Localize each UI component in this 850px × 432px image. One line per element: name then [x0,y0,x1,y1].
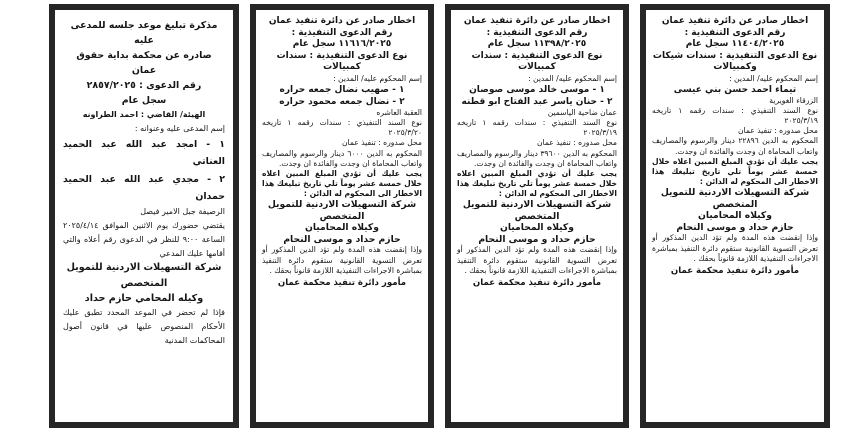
defendant-1: ١ - امجد عبد الله عبد الحميد العناتي [63,138,225,168]
debtor-address: العقبة العاشره [376,107,422,117]
notice-title: اخطار صادر عن دائرة تنفيذ عمان [268,16,416,26]
case-number: رقم الدعوى : ٢٨٥٧/٢٠٢٥ [86,80,202,92]
debtor-name-2: ٢ - نضال جمعه محمود حراره [279,96,405,107]
debtor-label: إسم المحكوم عليه/ المدين : [729,73,818,83]
payment-demand: يجب عليك أن تؤدي المبلغ المبين اعلاه خلال خمسة عشر يوماً تلي تاريخ تبليغك هذا الاخطار الى المحكوم له الدائن : [652,156,818,187]
warning-text: وإذا إنقضت هذه المدة ولم تؤد الدين المذكور أو تعرض التسوية القانونية ستقوم دائرة التنفيذ بمباشرة الاجراءات التنفيذية اللازمة قانوناً بحقك . [457,245,617,275]
lawyers-names: حازم حداد و موسى النحام [676,221,794,233]
plaintiff-lawyer: وكيله المحامي حازم حداد [84,293,204,305]
issuer: محل صدوره : تنفيذ عمان [737,126,818,136]
debtor-address: عمان ضاحية الياسمين [547,107,617,117]
notice-footer: مأمور دائرة تنفيذ محكمة عمان [670,265,800,276]
notice-title: اخطار صادر عن دائرة تنفيذ عمان [661,16,809,26]
case-number-label: رقم الدعوى التنفيذية : [684,27,786,38]
case-number-label: رقم الدعوى التنفيذية : [291,27,393,38]
execution-notice-2 [445,4,629,428]
debtor-name: تيماء احمد حسن بني عيسى [673,84,797,95]
debtor-address: الزرقاء الغويرية [769,95,818,105]
creditor-name: شركة التسهيلات الاردنية للتمويل المتخصص [462,199,612,222]
document-type: نوع السند التنفيذي : سندات رقمه ١ تاريخه ٢٠٢٥/٣/١٩ [652,105,818,126]
case-number: ١١٤٠٤/٢٠٢٥ سجل عام [685,39,785,50]
payment-demand: يجب عليك أن تؤدي المبلغ المبين اعلاه خلال خمسة عشر يوماً تلي تاريخ تبليغك هذا الاخطار الى المحكوم له الدائن : [457,168,617,199]
debtor-name: ١ - صهيب نضال جمعه حراره [279,84,405,95]
lawyers-label: وكيلاه المحاميان [305,222,379,234]
judgment-amount: المحكوم به الدين ٢٢٨٩٦ دينار والرسوم والمصاريف واتعاب المحاماة ان وجدت والفائدة ان وجدت. [652,136,818,156]
closing-text: فإذا لم تحضر في الموعد المحدد تطبق عليك الأحكام المنصوص عليها في قانون أصول المحاكمات المدنية [63,308,225,345]
notice-footer: مأمور دائرة تنفيذ محكمة عمان [472,277,602,288]
lawyers-names: حازم حداد و موسى النحام [478,233,596,245]
case-type: نوع الدعوى التنفيذية : سندات شيكات وكمبيالات [652,50,818,73]
case-number-label: رقم الدعوى التنفيذية : [486,27,588,38]
execution-notice-1 [640,4,830,428]
judge-name: الهيئة/ القاضي : احمد الطراونه [82,110,206,120]
notice-title: اخطار صادر عن دائرة تنفيذ عمان [463,16,611,26]
warning-text: وإذا إنقضت هذه المدة ولم تؤد الدين المذكور أو تعرض التسوية القانونية ستقوم دائرة التنفيذ بمباشرة الاجراءات التنفيذية اللازمة قانوناً بحقك . [652,233,818,263]
document-type: نوع السند التنفيذي : سندات رقمه ١ تاريخه ٢٠٢٥/٣/١٩ [457,118,617,138]
summons-body: يقتضي حضورك يوم الاثنين الموافق ٢٠٢٥/٤/١٤ الساعة ٩:٠٠ للنظر في الدعوى رقم أعلاه والتي أقامها عليك المدعي [63,221,225,258]
notice-footer: مأمور دائرة تنفيذ محكمة عمان [277,277,407,288]
summons-title: مذكرة تبليغ موعد جلسه للمدعى عليه [70,20,218,47]
issuer: محل صدوره : تنفيذ عمان [536,138,617,148]
case-type: نوع الدعوى التنفيذية : سندات كمبيالات [471,50,603,73]
warning-text: وإذا إنقضت هذه المدة ولم تؤد الدين المذكور أو تعرض التسوية القانونية ستقوم دائرة التنفيذ بمباشرة الاجراءات التنفيذية اللازمة قانوناً بحقك . [262,245,422,275]
case-number: ١١٦١٦/٢٠٢٥ سجل عام [292,39,392,50]
lawyers-label: وكيلاه المحاميان [698,210,772,222]
register-type: سجل عام [121,95,167,107]
defendant-label: إسم المدعى عليه وعنوانه : [134,124,225,134]
payment-demand: يجب عليك أن تؤدي المبلغ المبين اعلاه خلال خمسة عشر يوماً تلي تاريخ تبليغك هذا الاخطار الى المحكوم له الدائن : [262,168,422,199]
judgment-amount: المحكوم به الدين ٦٠٠٠ دينار والرسوم والمصاريف واتعاب المحاماة ان وجدت والفائدة ان وجدت. [262,148,422,168]
lawyers-label: وكيلاه المحاميان [500,222,574,234]
debtor-label: إسم المحكوم عليه/ المدين : [333,73,422,83]
creditor-name: شركة التسهيلات الاردنية للتمويل المتخصص [660,187,810,210]
debtor-name-2: ٢ - حنان ياسر عبد الفتاح ابو قطنه [461,96,613,107]
judgment-amount: المحكوم به الدين ٣٩٦٠٠ دينار والرسوم والمصاريف واتعاب المحاماة ان وجدت والفائدة ان وجدت. [457,148,617,168]
lawyers-names: حازم حداد و موسى النحام [283,233,401,245]
defendant-address: الرصيفة جبل الامير فيصل [140,207,225,217]
issuer: محل صدوره : تنفيذ عمان [341,138,422,148]
execution-notice-3 [250,4,434,428]
plaintiff-name: شركة التسهيلات الاردنية للتمويل المتخصص [66,262,222,289]
defendant-2: ٢ - مجدي عبد الله عبد الحميد حمدان [63,173,225,202]
case-number: ١١٣٩٨/٢٠٢٥ سجل عام [487,39,587,50]
court-name: صادره عن محكمة بداية حقوق عمان [76,50,212,77]
document-type: نوع السند التنفيذي : سندات رقمه ١ تاريخه ٢٠٢٥/٣/٢٠ [262,118,422,138]
debtor-label: إسم المحكوم عليه/ المدين : [528,73,617,83]
case-type: نوع الدعوى التنفيذية : سندات كمبيالات [276,50,408,73]
debtor-name: ١ - موسى خالد موسى صوصان [469,84,605,95]
hearing-summons-notice [49,4,239,428]
creditor-name: شركة التسهيلات الاردنية للتمويل المتخصص [267,199,417,222]
